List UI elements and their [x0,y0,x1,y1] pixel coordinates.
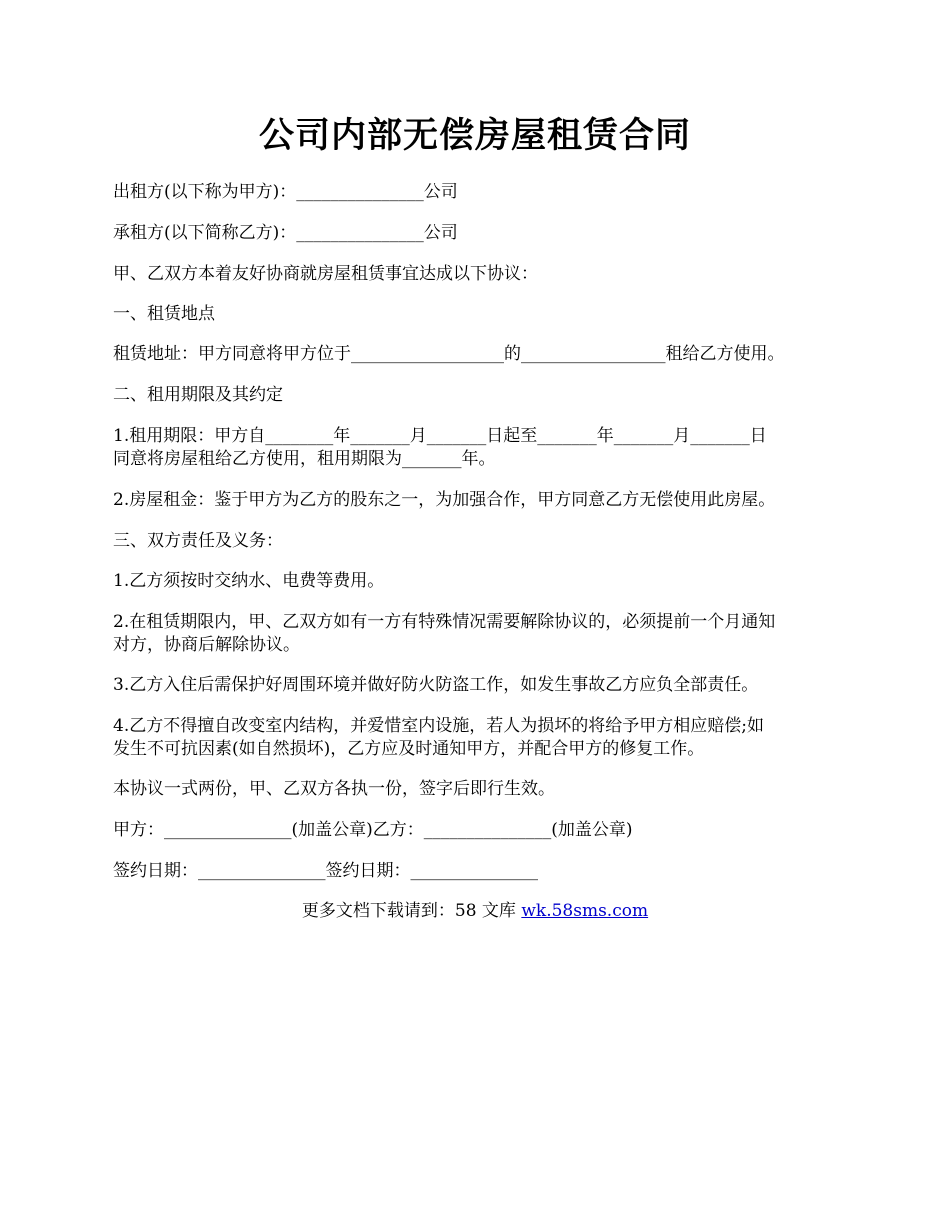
duty-clause-4-line-1: 4.乙方不得擅自改变室内结构，并爱惜室内设施，若人为损坏的将给予甲方相应赔偿;如 [113,716,764,736]
duty-clause-1: 1.乙方须按时交纳水、电费等费用。 [113,571,385,591]
duty-clause-2-line-1: 2.在租赁期限内，甲、乙双方如有一方有特殊情况需要解除协议的，必须提前一个月通知 [113,612,776,632]
lease-term-line-2: 同意将房屋租给乙方使用，租用期限为_______年。 [113,449,496,469]
document-title: 公司内部无偿房屋租赁合同 [258,115,691,156]
rent-clause: 2.房屋租金：鉴于甲方为乙方的股东之一，为加强合作，甲方同意乙方无偿使用此房屋。 [113,490,776,510]
footer-text: 更多文档下载请到：58 文库 [301,901,522,921]
lease-address-line: 租赁地址：甲方同意将甲方位于__________________的_________________租给乙方使用。 [113,344,785,364]
duty-clause-4-line-2: 发生不可抗因素(如自然损坏)，乙方应及时通知甲方，并配合甲方的修复工作。 [113,739,705,759]
download-footer [0,900,950,922]
duty-clause-3: 3.乙方入住后需保护好周围环境并做好防火防盗工作，如发生事故乙方应负全部责任。 [113,675,759,695]
agreement-intro: 甲、乙双方本着友好协商就房屋租赁事宜达成以下协议： [113,264,538,284]
effectiveness-clause: 本协议一式两份，甲、乙双方各执一份，签字后即行生效。 [113,779,555,799]
lessee-line: 承租方(以下简称乙方)：_______________公司 [113,223,458,243]
section-heading-term: 二、租用期限及其约定 [113,385,283,405]
signing-date-line: 签约日期：_______________签约日期：_______________ [113,861,538,881]
section-heading-location: 一、租赁地点 [113,304,215,324]
duty-clause-2-line-2: 对方，协商后解除协议。 [113,635,300,655]
footer-link[interactable]: wk.58sms.com [521,901,649,921]
lease-term-line-1: 1.租用期限：甲方自________年_______月_______日起至_______年_______月_______日 [113,426,767,446]
lessor-line: 出租方(以下称为甲方)：_______________公司 [113,182,458,202]
signature-line: 甲方：_______________(加盖公章)乙方：_______________(加盖公章) [113,820,633,840]
section-heading-duties: 三、双方责任及义务： [113,531,283,551]
